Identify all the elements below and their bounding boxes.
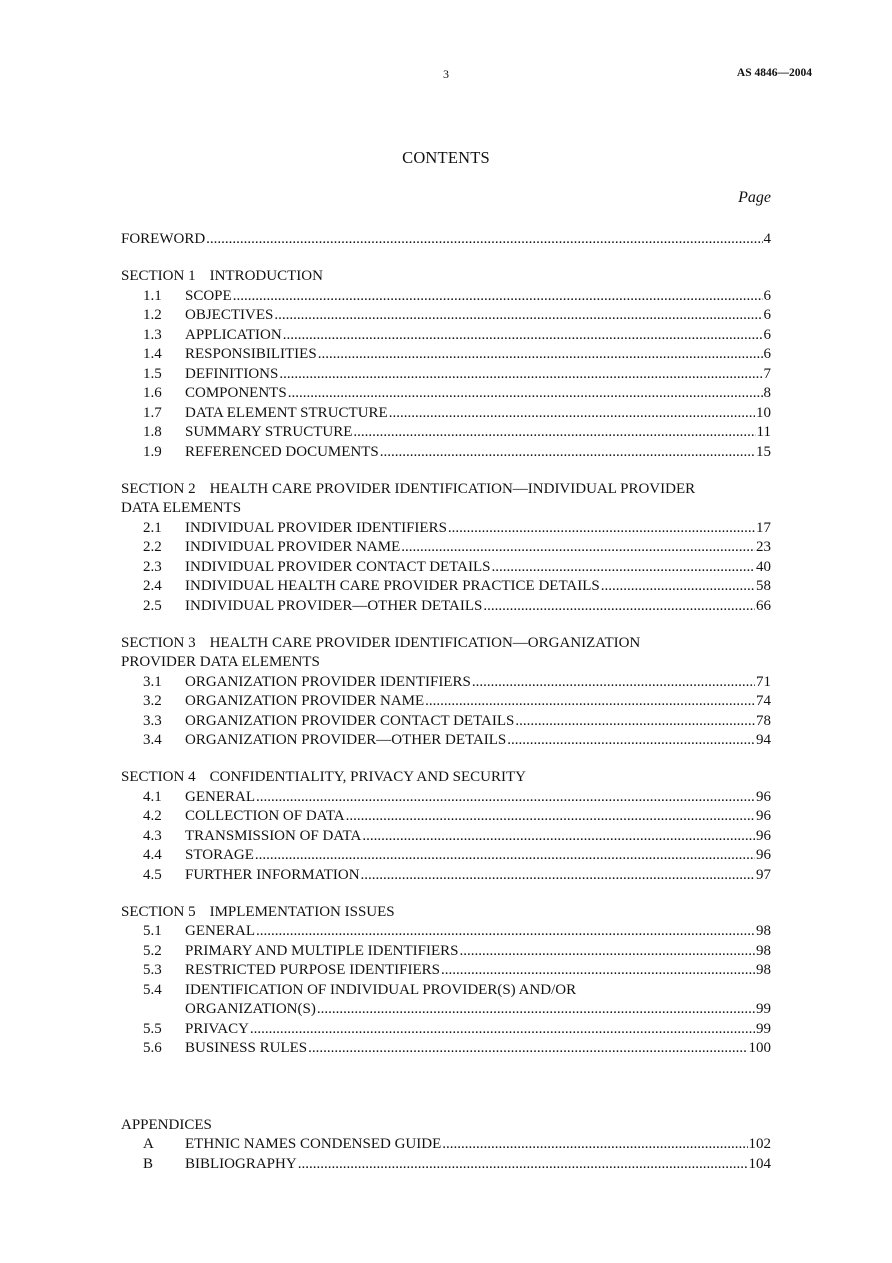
toc-entry-number: 1.1: [143, 287, 162, 304]
dot-leader: [353, 423, 755, 443]
toc-entry-page: 98: [756, 923, 771, 939]
toc-entry-page: 8: [763, 385, 771, 401]
toc-entry-number: 5.1: [143, 923, 162, 939]
toc-entry-title: BIBLIOGRAPHY: [185, 1155, 297, 1172]
toc-entry-title: OBJECTIVES: [185, 307, 274, 323]
toc-entry[interactable]: [121, 404, 771, 424]
toc-entry-first-line[interactable]: [121, 981, 771, 1001]
toc-entry-number: 3.4: [143, 732, 162, 748]
toc-entry-number: 1.4: [143, 346, 162, 362]
section-label: SECTION 4: [121, 769, 196, 785]
toc-entry[interactable]: [121, 788, 771, 808]
toc-entry[interactable]: [121, 519, 771, 539]
toc-entry-title: ORGANIZATION PROVIDER CONTACT DETAILS: [185, 712, 515, 729]
toc-entry-page: 11: [756, 424, 771, 440]
toc-entry-title: ORGANIZATION PROVIDER—OTHER DETAILS: [185, 732, 507, 748]
toc-entry[interactable]: [121, 538, 771, 558]
dot-leader: [401, 538, 755, 558]
section-label: SECTION 2: [121, 480, 196, 497]
toc-entry[interactable]: [121, 731, 771, 751]
toc-entry[interactable]: [121, 846, 771, 866]
dot-leader: [256, 922, 755, 942]
toc-entry[interactable]: [121, 673, 771, 693]
toc-entry-title: FURTHER INFORMATION: [185, 866, 360, 883]
toc-entry-number: 1.3: [143, 326, 162, 343]
toc-entry-page: 99: [756, 1020, 771, 1037]
section-title: INTRODUCTION: [209, 268, 323, 284]
section-heading: [121, 768, 771, 788]
toc-entry-page: 96: [756, 827, 771, 844]
toc-entry-number: 1.5: [143, 365, 162, 382]
toc-entry-title: PRIVACY: [185, 1020, 249, 1037]
toc-entry-title: COLLECTION OF DATA: [185, 808, 345, 824]
toc-entry[interactable]: [121, 287, 771, 307]
dot-leader: [317, 1000, 755, 1020]
toc-entry-page: 15: [756, 443, 771, 460]
toc-entry[interactable]: [121, 597, 771, 617]
toc-entry-page: 66: [756, 597, 771, 614]
toc-entry-page: 99: [756, 1001, 771, 1017]
toc-entry-number: 4.2: [143, 808, 162, 824]
dot-leader: [255, 846, 755, 866]
toc-entry-title: FOREWORD: [121, 231, 206, 247]
toc-entry-number: A: [143, 1136, 154, 1152]
toc-entry-page: 23: [756, 539, 771, 555]
section-label: SECTION 1: [121, 268, 196, 284]
toc-entry-title: REFERENCED DOCUMENTS: [185, 443, 379, 460]
dot-leader: [448, 519, 755, 539]
dot-leader: [206, 230, 762, 250]
toc-entry-number: 4.1: [143, 788, 162, 805]
dot-leader: [346, 807, 755, 827]
section-title: HEALTH CARE PROVIDER IDENTIFICATION—INDIVIDUAL PROVIDER: [209, 480, 696, 497]
toc-entry-number: 3.3: [143, 712, 162, 729]
toc-entry[interactable]: [121, 922, 771, 942]
section-title-continued: DATA ELEMENTS: [121, 500, 242, 516]
page-title: CONTENTS: [402, 148, 490, 167]
toc-entry-number: B: [143, 1155, 154, 1172]
toc-entry-number: 5.4: [143, 981, 162, 998]
toc-entry-page: 74: [756, 693, 771, 709]
toc-entry-page: 78: [756, 712, 771, 729]
toc-entry-number: 5.3: [143, 962, 162, 978]
toc-entry-appendix-a[interactable]: [121, 1135, 771, 1155]
toc-entry-number: 2.2: [143, 539, 162, 555]
toc-entry-title: INDIVIDUAL PROVIDER IDENTIFIERS: [185, 519, 447, 536]
toc-entry[interactable]: [121, 384, 771, 404]
toc-entry-page: 96: [756, 847, 771, 863]
table-of-contents: [121, 230, 771, 1174]
toc-entry-page: 7: [763, 365, 771, 382]
section-title: IMPLEMENTATION ISSUES: [209, 903, 395, 920]
toc-entry-number: 2.4: [143, 578, 162, 594]
toc-entry[interactable]: [121, 942, 771, 962]
toc-entry-page: 97: [756, 866, 771, 883]
toc-entry[interactable]: [121, 866, 771, 886]
toc-entry[interactable]: [121, 1039, 771, 1059]
toc-entry[interactable]: [121, 807, 771, 827]
toc-entry-title: STORAGE: [185, 847, 254, 863]
dot-leader: [441, 961, 755, 981]
toc-entry-title: GENERAL: [185, 788, 255, 805]
toc-entry-title: SUMMARY STRUCTURE: [185, 424, 353, 440]
dot-leader: [425, 692, 755, 712]
toc-entry-title: DEFINITIONS: [185, 365, 279, 382]
toc-entry-page: 40: [756, 558, 771, 575]
toc-entry[interactable]: [121, 692, 771, 712]
toc-entry-page: 71: [756, 673, 771, 690]
section-title: HEALTH CARE PROVIDER IDENTIFICATION—ORGANIZATION: [209, 634, 641, 651]
toc-entry-page: 104: [748, 1155, 771, 1172]
dot-leader: [256, 788, 755, 808]
toc-entry-page: 6: [763, 287, 771, 304]
toc-entry-number: 5.2: [143, 942, 162, 959]
toc-entry[interactable]: [121, 306, 771, 326]
section-heading: [121, 480, 771, 500]
toc-entry-title: ORGANIZATION(S): [185, 1001, 316, 1017]
toc-entry-foreword[interactable]: [121, 230, 771, 250]
toc-entry-page: 98: [756, 942, 771, 959]
section-title: CONFIDENTIALITY, PRIVACY AND SECURITY: [209, 769, 526, 785]
dot-leader: [507, 731, 755, 751]
dot-leader: [233, 287, 763, 307]
toc-entry-number: 1.6: [143, 385, 162, 401]
toc-entry-title: APPLICATION: [185, 326, 282, 343]
toc-entry-title: COMPONENTS: [185, 385, 287, 401]
dot-leader: [318, 345, 763, 365]
toc-entry[interactable]: [121, 326, 771, 346]
toc-entry-title: INDIVIDUAL PROVIDER CONTACT DETAILS: [185, 558, 491, 575]
section-heading: [121, 267, 771, 287]
toc-entry-title: ETHNIC NAMES CONDENSED GUIDE: [185, 1136, 442, 1152]
toc-entry-page: 94: [756, 732, 771, 748]
toc-entry-title: ORGANIZATION PROVIDER IDENTIFIERS: [185, 673, 471, 690]
toc-entry-number: 1.9: [143, 443, 162, 460]
toc-entry-title: IDENTIFICATION OF INDIVIDUAL PROVIDER(S) AND/OR: [185, 981, 577, 998]
toc-entry-title: INDIVIDUAL PROVIDER NAME: [185, 539, 401, 555]
dot-leader: [279, 365, 762, 385]
dot-leader: [274, 306, 762, 326]
toc-entry-number: 2.1: [143, 519, 162, 536]
dot-leader: [380, 443, 755, 463]
toc-entry-page: 100: [748, 1040, 771, 1056]
dot-leader: [283, 326, 763, 346]
section-label: SECTION 5: [121, 903, 196, 920]
dot-leader: [442, 1135, 747, 1155]
dot-leader: [288, 384, 763, 404]
toc-entry[interactable]: [121, 365, 771, 385]
toc-entry-title: DATA ELEMENT STRUCTURE: [185, 404, 388, 421]
toc-entry-title: SCOPE: [185, 287, 232, 304]
toc-entry-page: 96: [756, 808, 771, 824]
dot-leader: [492, 558, 756, 578]
toc-entry-page: 6: [763, 326, 771, 343]
toc-entry-number: 4.4: [143, 847, 162, 863]
toc-entry[interactable]: [121, 558, 771, 578]
toc-entry-page: 98: [756, 962, 771, 978]
toc-entry-title: TRANSMISSION OF DATA: [185, 827, 362, 844]
toc-entry[interactable]: [121, 1000, 771, 1020]
toc-entry-title: ORGANIZATION PROVIDER NAME: [185, 693, 425, 709]
toc-entry-page: 58: [756, 578, 771, 594]
section-heading: [121, 634, 771, 654]
toc-entry-number: 3.2: [143, 693, 162, 709]
section-title-continued: PROVIDER DATA ELEMENTS: [121, 654, 320, 670]
section-label: SECTION 3: [121, 634, 196, 651]
toc-entry-number: 4.5: [143, 866, 162, 883]
toc-entry-number: 2.5: [143, 597, 162, 614]
toc-entry[interactable]: [121, 961, 771, 981]
toc-entry-page: 96: [756, 788, 771, 805]
dot-leader: [601, 577, 755, 597]
dot-leader: [361, 866, 755, 886]
dot-leader: [298, 1155, 748, 1175]
dot-leader: [483, 597, 755, 617]
toc-entry-number: 1.8: [143, 424, 162, 440]
toc-entry-title: RESPONSIBILITIES: [185, 346, 317, 362]
toc-entry-number: 2.3: [143, 558, 162, 575]
toc-entry-page: 6: [763, 307, 771, 323]
toc-entry[interactable]: [121, 443, 771, 463]
toc-entry-page: 17: [756, 519, 771, 536]
toc-entry-page: 10: [756, 404, 771, 421]
toc-entry[interactable]: [121, 827, 771, 847]
toc-entry-number: 3.1: [143, 673, 162, 690]
appendices-heading: APPENDICES: [121, 1116, 212, 1133]
dot-leader: [308, 1039, 747, 1059]
toc-entry-number: 4.3: [143, 827, 162, 844]
toc-entry[interactable]: [121, 1020, 771, 1040]
toc-entry[interactable]: [121, 423, 771, 443]
toc-entry-number: 1.7: [143, 404, 162, 421]
toc-entry[interactable]: [121, 345, 771, 365]
toc-entry-number: 5.5: [143, 1020, 162, 1037]
page-number: 3: [443, 67, 449, 81]
dot-leader: [250, 1020, 755, 1040]
standard-designation: AS 4846—2004: [736, 67, 812, 79]
toc-entry[interactable]: [121, 712, 771, 732]
toc-entry-title: INDIVIDUAL HEALTH CARE PROVIDER PRACTICE DETAILS: [185, 578, 600, 594]
toc-entry-title: GENERAL: [185, 923, 255, 939]
toc-entry-title: RESTRICTED PURPOSE IDENTIFIERS: [185, 962, 441, 978]
page-column-label: Page: [738, 189, 771, 206]
toc-entry-title: BUSINESS RULES: [185, 1040, 308, 1056]
toc-entry-number: 5.6: [143, 1040, 162, 1056]
toc-entry[interactable]: [121, 577, 771, 597]
toc-entry-title: INDIVIDUAL PROVIDER—OTHER DETAILS: [185, 597, 483, 614]
section-heading: [121, 903, 771, 923]
dot-leader: [460, 942, 756, 962]
toc-entry-page: 102: [748, 1136, 771, 1152]
toc-entry-title: PRIMARY AND MULTIPLE IDENTIFIERS: [185, 942, 459, 959]
dot-leader: [389, 404, 755, 424]
toc-entry-page: 6: [763, 346, 771, 362]
dot-leader: [472, 673, 755, 693]
toc-entry-appendix-b[interactable]: [121, 1155, 771, 1175]
dot-leader: [515, 712, 755, 732]
dot-leader: [362, 827, 755, 847]
toc-entry-page: 4: [763, 231, 771, 247]
toc-entry-number: 1.2: [143, 307, 162, 323]
